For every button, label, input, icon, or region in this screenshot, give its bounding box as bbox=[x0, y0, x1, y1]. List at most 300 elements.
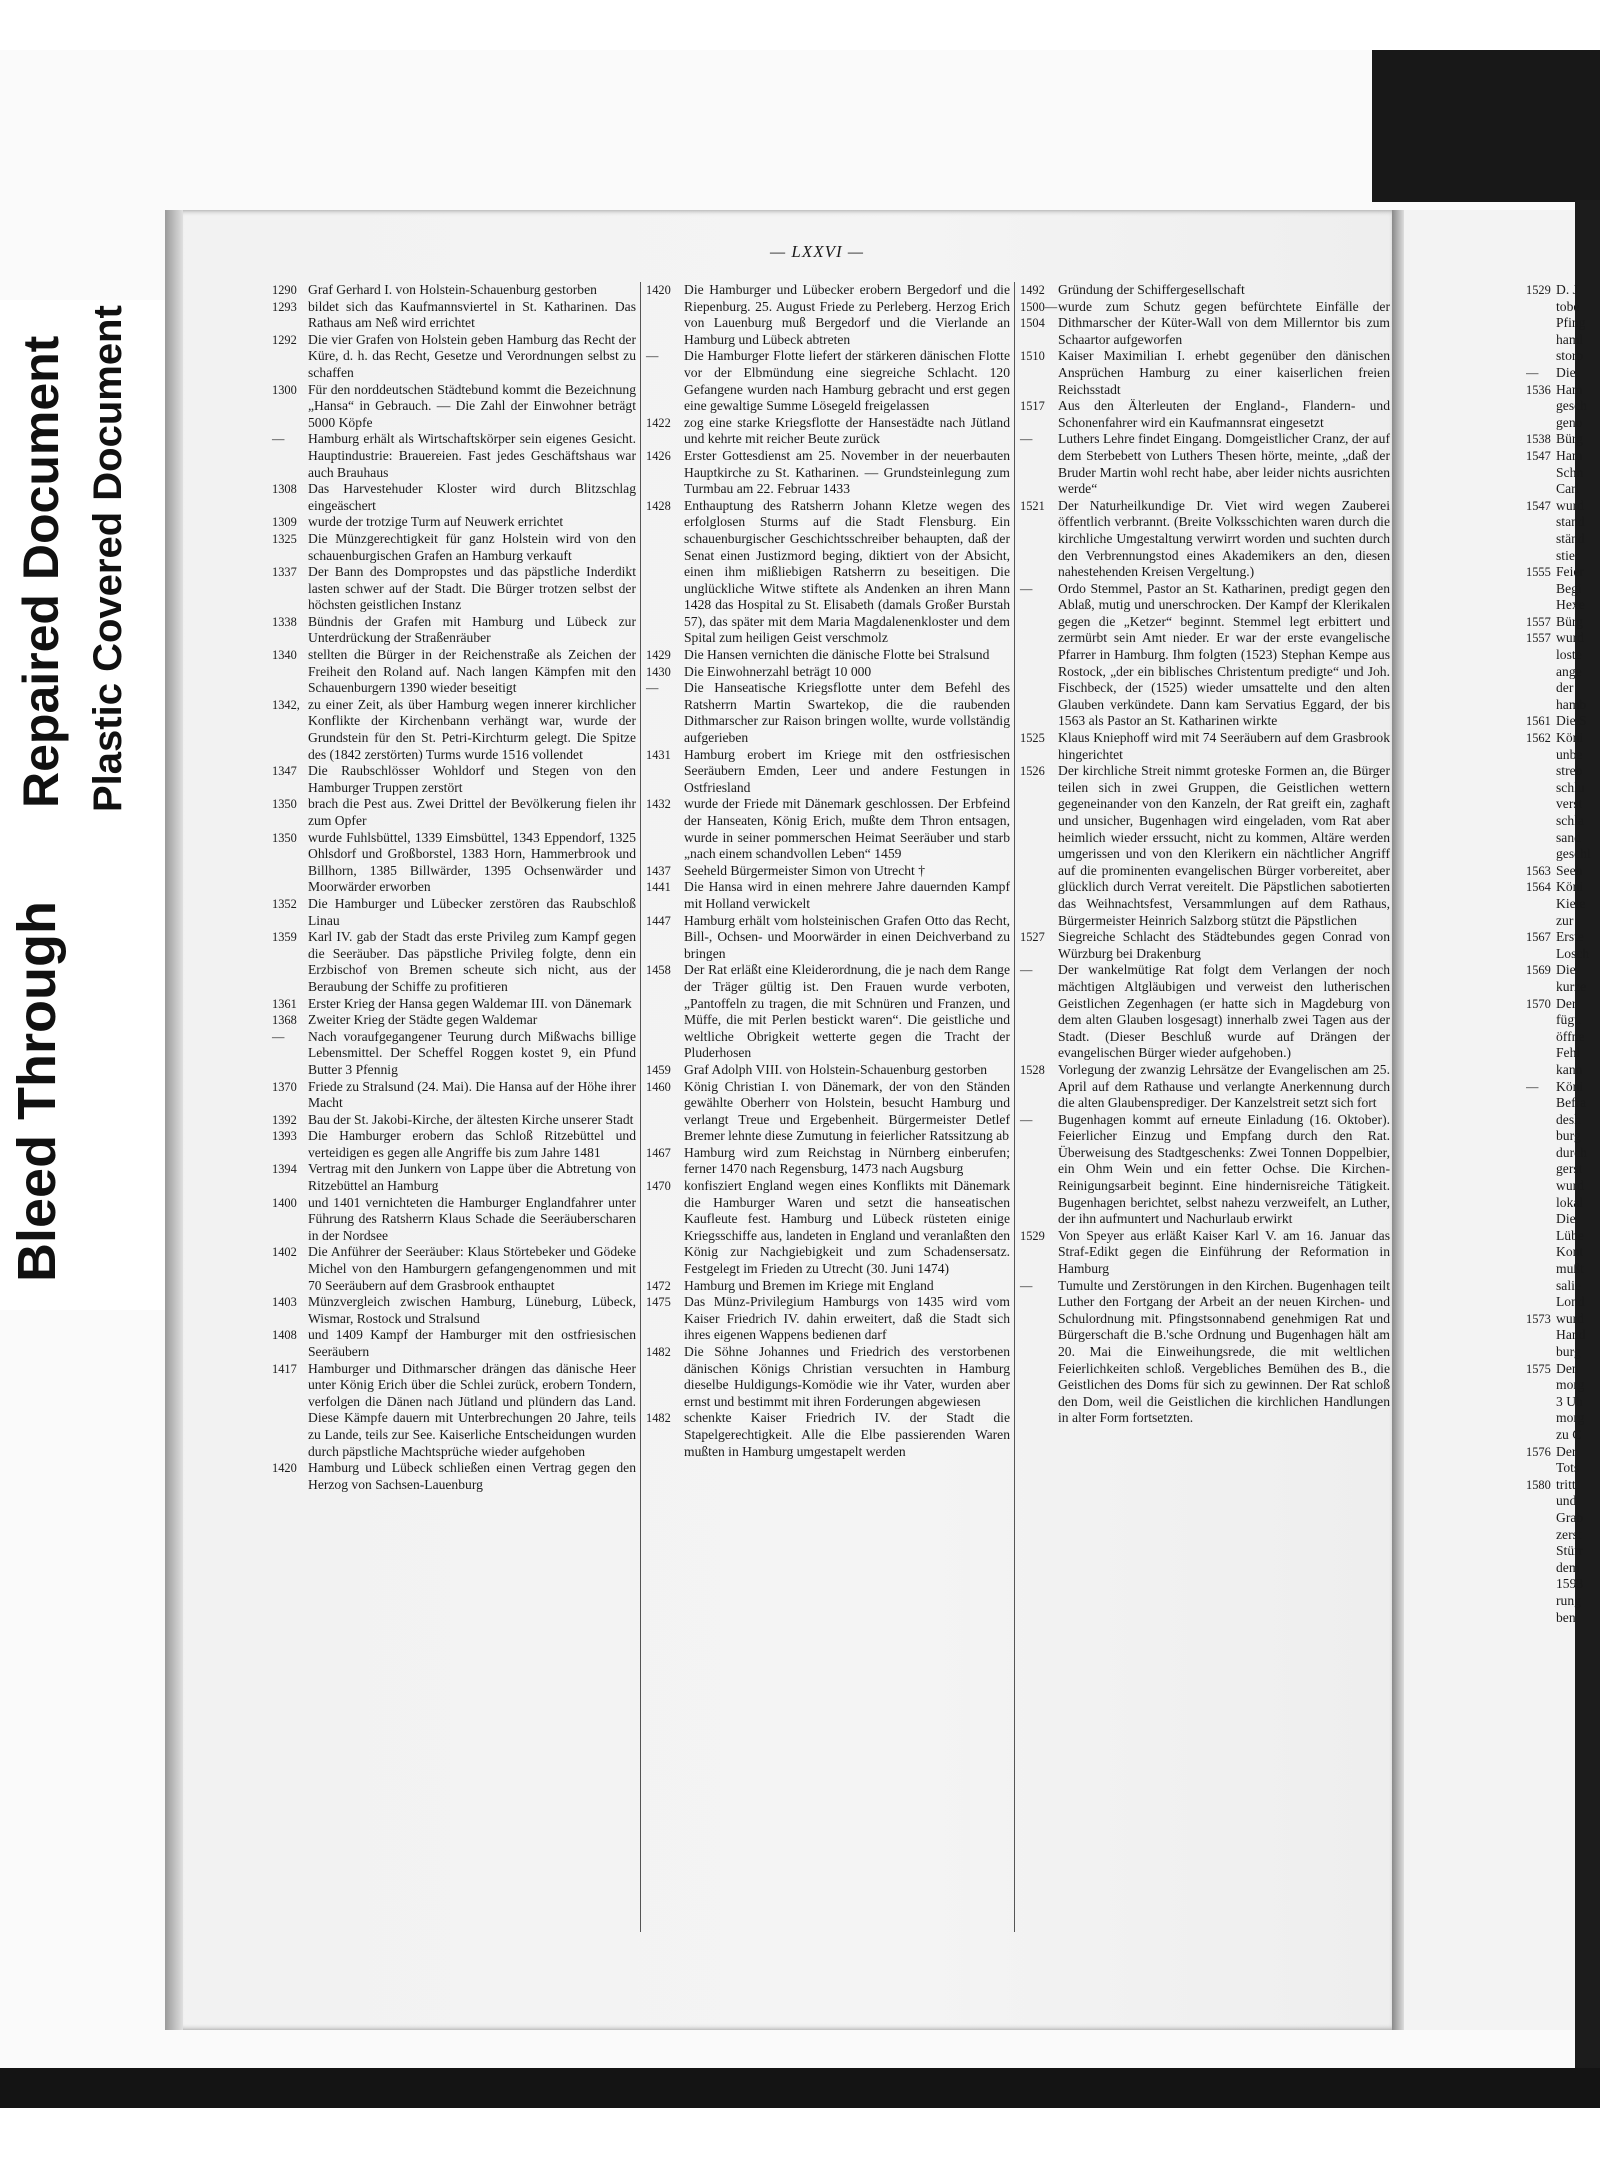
chronology-entry bbox=[1526, 713, 1600, 730]
entry-year: 1422 bbox=[646, 415, 671, 430]
chronology-entry bbox=[1526, 365, 1600, 382]
entry-year bbox=[1526, 1178, 1556, 1195]
entry-year: — bbox=[1020, 432, 1033, 447]
chronology-entry bbox=[646, 879, 1010, 912]
chronology-entry bbox=[1526, 879, 1600, 896]
entry-text: verst bbox=[1556, 796, 1583, 812]
chronology-entry bbox=[646, 1145, 1010, 1178]
entry-year bbox=[1526, 1543, 1556, 1560]
entry-year bbox=[1526, 1211, 1556, 1228]
entry-year bbox=[1526, 1510, 1556, 1527]
entry-text: ben bbox=[1556, 1609, 1576, 1625]
chronology-entry bbox=[272, 332, 636, 382]
entry-year: 1527 bbox=[1020, 930, 1045, 945]
entry-year bbox=[1526, 1377, 1556, 1394]
chronology-entry bbox=[1526, 747, 1600, 764]
entry-text: Feier bbox=[1556, 564, 1584, 580]
chronology-entry bbox=[646, 348, 1010, 414]
entry-year: — bbox=[272, 432, 285, 447]
chronology-entry bbox=[1526, 614, 1600, 631]
entry-text: Die Hamburger Flotte liefert der stärkeren dänischen Flotte vor der Elbmündung eine siegreiche Schlacht. 120 Gefangene wurden nach Hamburg gebracht und erst gegen eine gewaltige Summe Lösegeld freigelassen bbox=[684, 348, 1010, 414]
entry-text: Karl IV. gab der Stadt das erste Privileg zum Kampf gegen die Seeräuber. Das päpstliche Privileg folgte, denn ein Erzbischof von Bremen scheute sich nicht, aus der Beraubung der Schiffe zu profitieren bbox=[308, 929, 636, 994]
entry-year: 1458 bbox=[646, 963, 671, 978]
chronology-entry bbox=[272, 382, 636, 432]
chronology-entry bbox=[1526, 1427, 1600, 1444]
column-rule bbox=[1014, 282, 1015, 1932]
chronology-entry bbox=[272, 531, 636, 564]
entry-year bbox=[1526, 581, 1556, 598]
chronology-column-2 bbox=[646, 282, 1010, 1460]
chronology-entry bbox=[646, 1178, 1010, 1278]
entry-year bbox=[1526, 747, 1556, 764]
chronology-entry bbox=[1526, 1012, 1600, 1029]
entry-text: Luthers Lehre findet Eingang. Domgeistlicher Cranz, der auf dem Sterbebett von Luthers Thesen hörte, meinte, „daß der Bruder Martin wohl recht habe, aber leider nichts ausrichten werde“ bbox=[1058, 431, 1390, 497]
entry-year: 1293 bbox=[272, 299, 297, 314]
entry-text: und bbox=[1556, 1493, 1577, 1509]
entry-text: desh bbox=[1556, 1111, 1581, 1127]
entry-text: Zweiter Krieg der Städte gegen Waldemar bbox=[308, 1012, 538, 1028]
entry-year: 1547 bbox=[1526, 498, 1551, 513]
entry-year bbox=[1526, 1327, 1556, 1344]
chronology-entry bbox=[1526, 1361, 1600, 1378]
entry-year: 1309 bbox=[272, 515, 297, 530]
chronology-entry bbox=[1526, 1527, 1600, 1544]
chronology-entry bbox=[1526, 1294, 1600, 1311]
entry-year: 1350 bbox=[272, 830, 297, 845]
chronology-entry bbox=[272, 697, 636, 763]
entry-year: — bbox=[1020, 1278, 1033, 1293]
chronology-entry bbox=[646, 498, 1010, 647]
entry-text: Die Hamburger erobern das Schloß Ritzebüttel und verteidigen es gegen alle Angriffe bis zum Jahre 1481 bbox=[308, 1128, 636, 1160]
entry-text: Bau der St. Jakobi-Kirche, der ältesten Kirche unserer Stadt bbox=[308, 1111, 634, 1127]
entry-text: storb bbox=[1556, 348, 1584, 364]
entry-year: 1467 bbox=[646, 1145, 671, 1160]
chronology-entry bbox=[1526, 929, 1600, 946]
entry-text: Pfing bbox=[1556, 315, 1586, 331]
entry-year bbox=[1526, 398, 1556, 415]
chronology-column-3 bbox=[1020, 282, 1390, 1427]
page-number: — LXXVI — bbox=[770, 242, 864, 261]
chronology-entry bbox=[272, 299, 636, 332]
entry-year bbox=[1526, 1576, 1556, 1593]
entry-year: — bbox=[1020, 581, 1033, 596]
entry-text: Von Speyer aus erläßt Kaiser Karl V. am 16. Januar das Straf-Edikt gegen die Einführung der Reformation in Hamburg bbox=[1058, 1227, 1390, 1277]
chronology-entry bbox=[272, 1079, 636, 1112]
chronology-entry bbox=[1526, 996, 1600, 1013]
entry-text: Der Rat erläßt eine Kleiderordnung, die je nach dem Range der Träger gültig ist. Den Frauen wurde verboten, „Pantoffeln zu tragen, die mit Schnüren und Franzen, und Müffe, die mit Perlen bestickt waren“. Die geistliche und weltliche Obrigkeit wetterte gegen die Tracht der Pluderhosen bbox=[684, 962, 1010, 1061]
chronology-entry bbox=[1526, 896, 1600, 913]
entry-text: zu einer Zeit, als über Hamburg wegen innerer kirchlicher Konflikte der Kirchenbann verhängt war, wurde der Grundstein für den St. Petri-Kirchturm gelegt. Die Spitze des (1842 zerstörten) Turms wurde 1516 vollendet bbox=[308, 696, 636, 762]
chronology-entry bbox=[1526, 398, 1600, 415]
chronology-entry bbox=[1526, 465, 1600, 482]
chronology-entry bbox=[1526, 1477, 1600, 1494]
entry-text: Friede zu Stralsund (24. Mai). Die Hansa auf der Höhe ihrer Macht bbox=[308, 1078, 636, 1111]
entry-year: 1561 bbox=[1526, 714, 1551, 729]
chronology-entry bbox=[646, 863, 1010, 880]
chronology-entry bbox=[1526, 1261, 1600, 1278]
entry-text: schenkte Kaiser Friedrich IV. der Stadt die Stapelgerechtigkeit. Alle die Elbe passierenden Waren mußten in Hamburg umgestapelt werden bbox=[684, 1410, 1010, 1459]
chronology-entry bbox=[1526, 780, 1600, 797]
chronology-entry bbox=[1526, 730, 1600, 747]
entry-year: 1525 bbox=[1020, 731, 1045, 746]
entry-year: — bbox=[1020, 963, 1033, 978]
entry-year bbox=[1526, 1344, 1556, 1361]
entry-text: wurde der Friede mit Dänemark geschlossen. Der Erbfeind der Hanseaten, König Erich, mußte dem Thron entsagen, wurde in seiner pommerschen Heimat Seeräuber und starb „nach einem schandvollen Leben“ 1459 bbox=[684, 796, 1010, 862]
chronology-entry bbox=[272, 282, 636, 299]
chronology-entry bbox=[272, 1460, 636, 1493]
entry-text: öffne bbox=[1556, 1028, 1585, 1044]
entry-text: loste bbox=[1556, 647, 1582, 663]
chronology-entry bbox=[1526, 448, 1600, 465]
entry-text: Die bbox=[1556, 364, 1576, 380]
entry-text: 3 Uh bbox=[1556, 1393, 1583, 1409]
chronology-entry bbox=[646, 1079, 1010, 1145]
chronology-entry bbox=[1526, 1095, 1600, 1112]
entry-year bbox=[1526, 846, 1556, 863]
entry-text: ange bbox=[1556, 663, 1582, 679]
entry-text: Der wankelmütige Rat folgt dem Verlangen der noch mächtigen Altgläubigen und verweist den lutherischen Geistlichen Zegenhagen (er hatte sich in Magdeburg von dem alten Glauben losgesagt) innerhalb zwei Tagen aus der Stadt. (Dieser Beschluß wurde auf Drängen der evangelischen Bürger wieder aufgehoben.) bbox=[1058, 962, 1390, 1061]
chronology-entry bbox=[1526, 1228, 1600, 1245]
entry-text: zu C bbox=[1556, 1426, 1582, 1442]
chronology-entry bbox=[1526, 315, 1600, 332]
chronology-entry bbox=[1020, 1112, 1390, 1228]
entry-year: — bbox=[646, 681, 659, 696]
entry-year: 1400 bbox=[272, 1195, 297, 1210]
entry-year bbox=[1526, 1394, 1556, 1411]
entry-year bbox=[1526, 1045, 1556, 1062]
chronology-entry bbox=[1526, 697, 1600, 714]
chronology-entry bbox=[1526, 382, 1600, 399]
entry-text: Die Söhne Johannes und Friedrich des verstorbenen dänischen Königs Christian versuchten in Hamburg dieselbe Huldigungs-Komödie wie ihr Vater, wurden aber ernst und bestimmt mit ihren Forderungen abgewiesen bbox=[684, 1344, 1010, 1409]
entry-year bbox=[1526, 1493, 1556, 1510]
entry-year: 1300 bbox=[272, 382, 297, 397]
entry-text: stand bbox=[1556, 514, 1585, 530]
chronology-entry bbox=[1526, 1394, 1600, 1411]
entry-text: dem bbox=[1556, 1559, 1580, 1575]
entry-year: 1290 bbox=[272, 283, 297, 297]
entry-year: 1538 bbox=[1526, 432, 1551, 447]
chronology-entry bbox=[646, 796, 1010, 862]
entry-year: — bbox=[1526, 1079, 1539, 1094]
entry-year: 1426 bbox=[646, 448, 671, 463]
entry-text: Bugenhagen kommt auf erneute Einladung (16. Oktober). Feierlicher Einzug und Empfang durch den Rat. Überweisung des Stadtgeschenks: Zwei Tonnen Doppelbier, ein Ohm Wein und ein fetter Ochse. Die Kirchen-Reinigungsarbeit beginnt. Eine hindernisreiche Tätigkeit. Bugenhagen berichtet, selbst nahezu verzweifelt, an Luther, der ihn aufmuntert und Nachurlaub erwirkt bbox=[1058, 1111, 1390, 1227]
entry-text: haml bbox=[1556, 331, 1584, 347]
chronology-entry bbox=[1020, 398, 1390, 431]
entry-text: Ordo Stemmel, Pastor an St. Katharinen, predigt gegen den Ablaß, mutig und unerschrocken. Der Kampf der Klerikalen gegen die „Ketzer“ beginnt. Stemmel legt erbittert und zermürbt sein Amt nieder. Er war der erste evangelische Pfarrer in Hamburg. Ihm folgten (1523) Stephan Kempe aus Rostock, „der ein biblisches Christentum predigte“ und Joh. Fischbeck, der (1525) wieder umsattelte und den alten Glauben verkündete. Dann kam Servatius Eggard, der bis 1563 als Pastor an St. Katharinen wirkte bbox=[1058, 580, 1390, 729]
entry-year bbox=[1526, 763, 1556, 780]
chronology-entry bbox=[272, 796, 636, 829]
entry-year bbox=[1526, 1128, 1556, 1145]
entry-year bbox=[1526, 946, 1556, 963]
entry-year: 1528 bbox=[1020, 1062, 1045, 1077]
entry-year bbox=[1526, 1294, 1556, 1311]
entry-year: — bbox=[1526, 365, 1539, 380]
entry-text: konfisziert England wegen eines Konflikts mit Dänemark die Hamburger Waren und setzt die hanseatischen Kaufleute fest. Hamburg und Lübeck rüsteten einige Kriegsschiffe aus, landeten in England und veranlaßten den König zur Nachgiebigkeit und zum Schadensersatz. Festgelegt im Frieden zu Utrecht (30. Juni 1474) bbox=[684, 1178, 1010, 1277]
entry-text: Köni bbox=[1556, 1078, 1584, 1094]
entry-text: und 1409 Kampf der Hamburger mit den ostfriesischen Seeräubern bbox=[308, 1327, 636, 1359]
entry-text: Der bbox=[1556, 1443, 1577, 1459]
chronology-entry bbox=[272, 1128, 636, 1161]
entry-year: 1482 bbox=[646, 1345, 671, 1359]
entry-text: Seeh bbox=[1556, 862, 1583, 878]
entry-text: Bündnis der Grafen mit Hamburg und Lübeck zur Unterdrückung der Straßenräuber bbox=[308, 613, 636, 646]
scanner-bottom-edge bbox=[0, 2068, 1600, 2108]
entry-year: 1526 bbox=[1020, 764, 1045, 779]
chronology-entry bbox=[646, 664, 1010, 681]
entry-text: Die Einwohnerzahl beträgt 10 000 bbox=[684, 663, 872, 679]
entry-text: durch bbox=[1556, 1144, 1587, 1160]
entry-year bbox=[1526, 913, 1556, 930]
entry-year: 1361 bbox=[272, 996, 297, 1011]
entry-year bbox=[1526, 1012, 1556, 1029]
entry-year: 1359 bbox=[272, 930, 297, 945]
chronology-entry bbox=[1526, 1327, 1600, 1344]
entry-text: und 1401 vernichteten die Hamburger Englandfahrer unter Führung des Ratsherrn Klaus Schade die Seeräuberscharen in der Nordsee bbox=[308, 1194, 636, 1243]
entry-text: 1593 bbox=[1556, 1576, 1584, 1592]
entry-text: wurd bbox=[1556, 630, 1584, 646]
chronology-entry bbox=[1526, 299, 1600, 316]
entry-text: zog eine starke Kriegsflotte der Hansestädte nach Jütland und kehrte mit reicher Beute zurück bbox=[684, 414, 1010, 447]
entry-text: Vorlegung der zwanzig Lehrsätze der Evangelischen am 25. April auf dem Rathause und verlangte Anerkennung durch die alten Glaubensprediger. Der Kanzelstreit setzt sich fort bbox=[1058, 1061, 1390, 1111]
entry-year: 1430 bbox=[646, 664, 671, 679]
chronology-entry bbox=[1526, 332, 1600, 349]
chronology-entry bbox=[1526, 1079, 1600, 1096]
entry-text: Köni bbox=[1556, 879, 1584, 895]
entry-year: 1350 bbox=[272, 797, 297, 812]
entry-year: 1555 bbox=[1526, 565, 1551, 580]
chronology-entry bbox=[646, 415, 1010, 448]
chronology-entry bbox=[1020, 498, 1390, 581]
entry-text: gesch bbox=[1556, 398, 1587, 414]
entry-text: Klaus Kniephoff wird mit 74 Seeräubern auf dem Grasbrook hingerichtet bbox=[1058, 730, 1390, 762]
entry-text: Hamburg und Bremen im Kriege mit England bbox=[684, 1277, 934, 1293]
entry-text: Carl bbox=[1556, 481, 1580, 497]
entry-text: Nach voraufgegangener Teurung durch Mißwachs billige Lebensmittel. Der Scheffel Roggen kostet 9, ein Pfund Butter 3 Pfennig bbox=[308, 1028, 636, 1077]
entry-year: 1402 bbox=[272, 1245, 297, 1260]
chronology-entry bbox=[272, 514, 636, 531]
entry-text: kann bbox=[1556, 1061, 1583, 1077]
chronology-entry bbox=[646, 747, 1010, 797]
entry-text: Grab bbox=[1556, 1509, 1584, 1525]
chronology-entry bbox=[272, 1029, 636, 1079]
chronology-entry bbox=[272, 614, 636, 647]
entry-text: Gründung der Schiffergesellschaft bbox=[1058, 282, 1245, 297]
entry-text: Hamburg erhält vom holsteinischen Grafen Otto das Recht, Bill-, Ochsen- und Moorwärder in einen Deichverband zu bringen bbox=[684, 912, 1010, 961]
chronology-entry bbox=[1526, 1543, 1600, 1560]
entry-year bbox=[1526, 697, 1556, 714]
entry-year: 1432 bbox=[646, 797, 671, 812]
entry-year bbox=[1526, 1593, 1556, 1610]
entry-year: 1529 bbox=[1020, 1228, 1045, 1243]
chronology-entry bbox=[1526, 846, 1600, 863]
entry-text: fügt. bbox=[1556, 1012, 1582, 1028]
entry-text: Die Hansa wird in einen mehrere Jahre dauernden Kampf mit Holland verwickelt bbox=[684, 879, 1010, 911]
chronology-entry bbox=[1526, 1444, 1600, 1461]
entry-text: Tumulte und Zerstörungen in den Kirchen. Bugenhagen teilt Luther den Fortgang der Arbeit an der neuen Kirchen- und Schulordnung mit. Pfingstsonnabend genehmigen Rat und Bürgerschaft die B.'sche Ordnung und Bugenhagen hält am 20. Mai die Einweihungsrede, die mit weltlichen Feierlichkeiten schloß. Vergebliches Bemühen des B., die Geistlichen des Doms für sich zu gewinnen. Der Rat schloß den Dom, weil die Geistlichen die kirchlichen Handlungen in alter Form fortsetzten. bbox=[1058, 1277, 1390, 1426]
entry-text: wurde Fuhlsbüttel, 1339 Eimsbüttel, 1343 Eppendorf, 1325 Ohlsdorf und Großborstel, 1383 Horn, Hammerbrook und Billhorn, 1385 Billwärder, 1395 Ochsenwärder und Moorwärder erworben bbox=[308, 829, 636, 895]
chronology-entry bbox=[272, 1161, 636, 1194]
chronology-entry bbox=[1020, 962, 1390, 1062]
chronology-entry bbox=[1526, 481, 1600, 498]
entry-text: Hamburg und Lübeck schließen einen Vertrag gegen den Herzog von Sachsen-Lauenburg bbox=[308, 1460, 636, 1492]
chronology-entry bbox=[1526, 1311, 1600, 1328]
entry-text: Die vier Grafen von Holstein geben Hamburg das Recht der Küre, d. h. das Recht, Gesetze und Verordnungen selbst zu schaffen bbox=[308, 331, 636, 380]
column-rule bbox=[640, 282, 641, 1932]
entry-year: 1420 bbox=[272, 1461, 297, 1476]
chronology-entry bbox=[1526, 1410, 1600, 1427]
entry-text: brach die Pest aus. Zwei Drittel der Bevölkerung fielen ihr zum Opfer bbox=[308, 796, 636, 828]
chronology-entry bbox=[1526, 1112, 1600, 1129]
chronology-entry bbox=[272, 830, 636, 896]
entry-text: Das Münz-Privilegium Hamburgs von 1435 wird vom Kaiser Friedrich IV. dahin erweitert, daß die Stadt sich ihres eigenen Wappens bedienen darf bbox=[684, 1294, 1010, 1343]
entry-year bbox=[1526, 597, 1556, 614]
entry-year bbox=[1526, 514, 1556, 531]
entry-text: Der kirchliche Streit nimmt groteske Formen an, die Bürger teilen sich in zwei Gruppen, die Geistlichen wettern gegeneinander von den Kanzeln, der Rat greift ein, zaghaft und unsicher, Bugenhagen wird eingeladen, vom Rat aber heimlich wieder erssucht, nicht zu kommen, Altäre werden umgerissen und von den Klerikern ein nächtlicher Angriff auf die prominenten evangelischen Bürger vorbereitet, aber glücklich durch Verrat vereitelt. Die Päpstlichen sabotierten das Weihnachtsfest, Versammlungen auf dem Rathaus, Bürgermeister Heinrich Salzborg stützt die Päpstlichen bbox=[1058, 763, 1390, 928]
entry-year: 1567 bbox=[1526, 930, 1551, 945]
chronology-entry bbox=[272, 431, 636, 481]
chronology-entry bbox=[272, 564, 636, 614]
entry-year bbox=[1526, 647, 1556, 664]
entry-text: Die Hansen vernichten die dänische Flotte bei Stralsund bbox=[684, 647, 990, 663]
entry-year: 1441 bbox=[646, 880, 671, 895]
chronology-entry bbox=[1020, 1062, 1390, 1112]
entry-text: Münzvergleich zwischen Hamburg, Lüneburg, Lübeck, Wismar, Rostock und Stralsund bbox=[308, 1294, 636, 1326]
entry-text: morg bbox=[1556, 1410, 1585, 1426]
chronology-entry bbox=[646, 962, 1010, 1062]
chronology-entry bbox=[1526, 531, 1600, 548]
entry-text: Vertrag mit den Junkern von Lappe über die Abtretung von Ritzebüttel an Hamburg bbox=[308, 1161, 636, 1194]
chronology-entry bbox=[272, 763, 636, 796]
entry-text: hamb bbox=[1556, 696, 1587, 712]
entry-year: 1429 bbox=[646, 648, 671, 663]
bleed-through-label: Bleed Through bbox=[7, 901, 67, 1282]
chronology-entry bbox=[646, 913, 1010, 963]
chronology-entry bbox=[1526, 1560, 1600, 1577]
entry-year: 1547 bbox=[1526, 448, 1551, 463]
entry-text: Die Hanseatische Kriegsflotte unter dem Befehl des Ratsherrn Martin Swartekop, die die raubenden Dithmarscher zur Raison bringen wollte, wurde vollständig aufgerieben bbox=[684, 680, 1010, 746]
entry-year: 1482 bbox=[646, 1411, 671, 1426]
chronology-entry bbox=[1526, 564, 1600, 581]
chronology-entry bbox=[272, 1195, 636, 1245]
chronology-entry bbox=[1526, 514, 1600, 531]
entry-year bbox=[1526, 1062, 1556, 1079]
chronology-entry bbox=[1526, 431, 1600, 448]
entry-text: Lond bbox=[1556, 1294, 1585, 1310]
entry-text: der bbox=[1556, 680, 1574, 696]
entry-text: Das Harvestehuder Kloster wird durch Blitzschlag eingeäschert bbox=[308, 481, 636, 513]
entry-year: 1557 bbox=[1526, 631, 1551, 646]
entry-year: 1408 bbox=[272, 1328, 297, 1343]
entry-text: wurd bbox=[1556, 1178, 1584, 1194]
chronology-entry bbox=[1526, 1377, 1600, 1394]
entry-text: Graf Gerhard I. von Holstein-Schauenburg gestorben bbox=[308, 282, 597, 297]
entry-text: Seeheld Bürgermeister Simon von Utrecht † bbox=[684, 862, 925, 878]
entry-year bbox=[1526, 548, 1556, 565]
entry-year: 1517 bbox=[1020, 399, 1045, 414]
entry-year bbox=[1526, 979, 1556, 996]
entry-text: Bürg bbox=[1556, 613, 1583, 629]
chronology-entry bbox=[1020, 730, 1390, 763]
entry-year: 1403 bbox=[272, 1295, 297, 1310]
entry-year: 1576 bbox=[1526, 1444, 1551, 1459]
entry-text: Aus den Älterleuten der England-, Flandern- und Schonenfahrer wird ein Kaufmannsrat eingesetzt bbox=[1058, 398, 1390, 430]
entry-text: Kiele bbox=[1556, 895, 1586, 911]
chronology-entry bbox=[1526, 548, 1600, 565]
entry-year: 1342, bbox=[272, 697, 300, 712]
entry-year bbox=[1526, 1278, 1556, 1295]
entry-text: Kont bbox=[1556, 1244, 1584, 1260]
chronology-entry bbox=[1020, 581, 1390, 730]
entry-text: Erste bbox=[1556, 929, 1584, 945]
entry-text: sand bbox=[1556, 829, 1581, 845]
entry-year: — bbox=[272, 1029, 285, 1044]
entry-text: wurd bbox=[1556, 497, 1584, 513]
entry-text: Die Hamburger und Lübecker zerstören das Raubschloß Linau bbox=[308, 895, 636, 928]
entry-text: zerst bbox=[1556, 1526, 1582, 1542]
entry-year bbox=[1526, 1095, 1556, 1112]
chronology-entry bbox=[1526, 1062, 1600, 1079]
chronology-entry bbox=[272, 1112, 636, 1129]
entry-year: 1447 bbox=[646, 913, 671, 928]
chronology-column-facing bbox=[1526, 282, 1600, 1626]
entry-text: Die S bbox=[1556, 713, 1587, 729]
chronology-entry bbox=[1020, 431, 1390, 497]
chronology-entry bbox=[1526, 664, 1600, 681]
entry-year bbox=[1526, 1610, 1556, 1627]
entry-year bbox=[1526, 813, 1556, 830]
entry-year: 1563 bbox=[1526, 863, 1551, 878]
entry-text: rung bbox=[1556, 1592, 1581, 1608]
entry-year bbox=[1526, 1244, 1556, 1261]
entry-year: 1420 bbox=[646, 283, 671, 297]
entry-text: burg bbox=[1556, 1128, 1581, 1144]
entry-year bbox=[1526, 299, 1556, 316]
entry-year bbox=[1526, 1161, 1556, 1178]
entry-text: wurd bbox=[1556, 1310, 1584, 1326]
repaired-document-label: Repaired Document bbox=[13, 335, 69, 808]
chronology-entry bbox=[1526, 647, 1600, 664]
entry-text: Den bbox=[1556, 1360, 1579, 1376]
entry-text: Der Naturheilkundige Dr. Viet wird wegen Zauberei öffentlich verbrannt. (Breite Volksschichten waren durch die kirchliche Umgestaltung verwirrt worden und suchten durch den Verbrennungstod eines Akademikers an den, diesen nahestehenden Kreisen Vergeltung.) bbox=[1058, 497, 1390, 580]
chronology-entry bbox=[1526, 1178, 1600, 1195]
entry-year: 1437 bbox=[646, 863, 671, 878]
entry-year: 1500—1504 bbox=[1020, 299, 1058, 331]
chronology-entry bbox=[1020, 348, 1390, 398]
entry-year bbox=[1526, 1527, 1556, 1544]
entry-year: 1325 bbox=[272, 531, 297, 546]
entry-year bbox=[1526, 664, 1556, 681]
entry-text: Hexe bbox=[1556, 597, 1585, 613]
entry-text: ständ bbox=[1556, 530, 1585, 546]
entry-year: 1338 bbox=[272, 614, 297, 629]
entry-text: Der bbox=[1556, 995, 1577, 1011]
entry-text: Fehl bbox=[1556, 1045, 1581, 1061]
entry-text: Die Münzgerechtigkeit für ganz Holstein wird von den schauenburgischen Grafen an Hamburg verkauft bbox=[308, 530, 636, 563]
chronology-entry bbox=[1526, 1211, 1600, 1228]
chronology-entry bbox=[1526, 1128, 1600, 1145]
entry-text: Die Raubschlösser Wohldorf und Stegen von den Hamburger Truppen zerstört bbox=[308, 763, 636, 795]
entry-text: Die bbox=[1556, 962, 1576, 978]
entry-text: Erster Gottesdienst am 25. November in der neuerbauten Hauptkirche zu St. Katharinen. — Grundsteinlegung zum Turmbau am 22. Februar 1433 bbox=[684, 447, 1010, 497]
entry-year: 1570 bbox=[1526, 996, 1551, 1011]
chronology-entry bbox=[1020, 1278, 1390, 1427]
entry-year: 1370 bbox=[272, 1079, 297, 1094]
chronology-entry bbox=[1526, 1145, 1600, 1162]
chronology-entry bbox=[1020, 282, 1390, 299]
entry-year bbox=[1526, 1029, 1556, 1046]
entry-year: 1536 bbox=[1526, 382, 1551, 397]
chronology-entry bbox=[646, 680, 1010, 746]
